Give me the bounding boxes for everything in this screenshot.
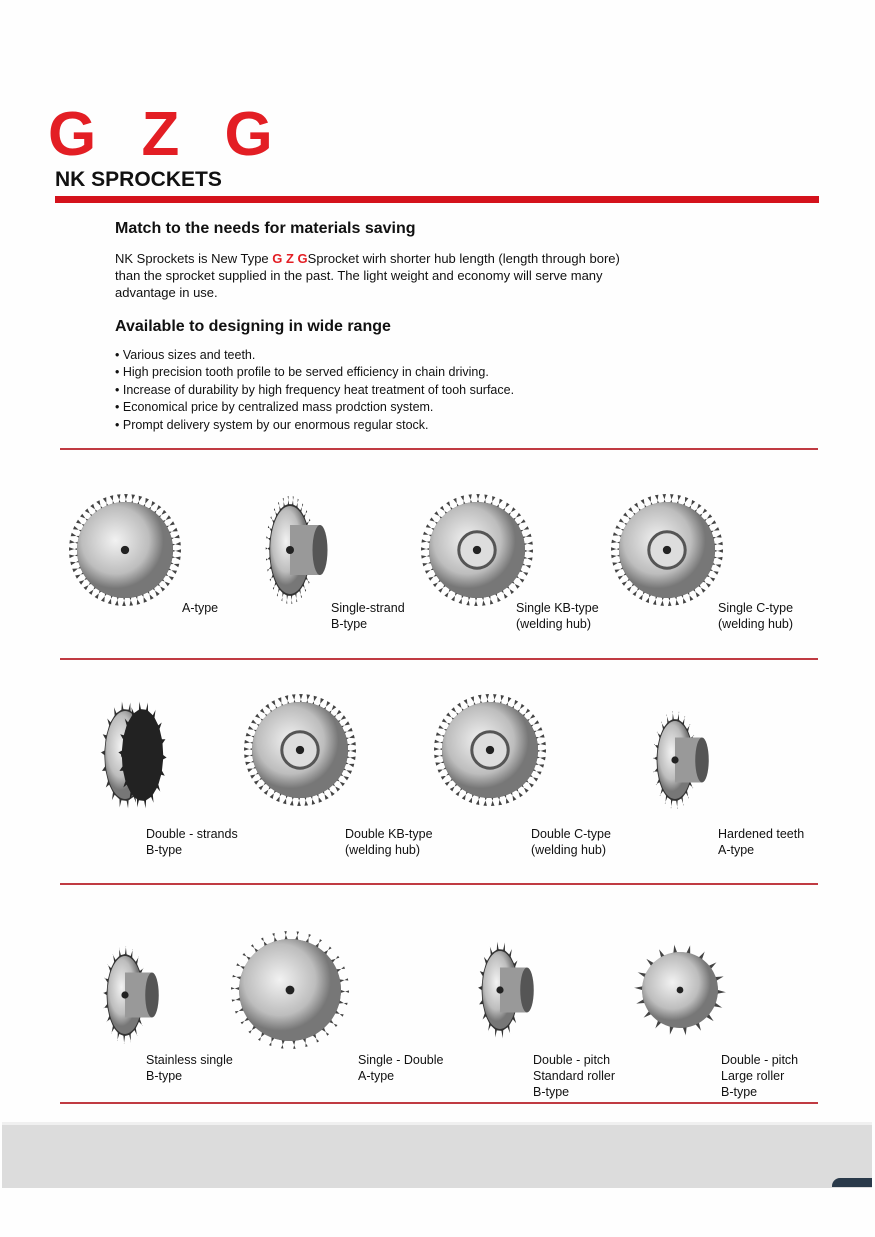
product-label-line: A-type [182, 601, 219, 615]
product-label [531, 826, 611, 858]
product-label [331, 600, 405, 632]
intro-paragraph [115, 250, 635, 301]
feature-item: • Various sizes and teeth. [115, 347, 514, 364]
product-label [718, 600, 793, 632]
product-label-line: Large roller [721, 1069, 785, 1083]
brand-name: G Z G [272, 251, 308, 266]
product-label-line: A-type [358, 1069, 395, 1083]
product-label [721, 1052, 798, 1100]
sprocket-image [622, 707, 728, 813]
sprocket-image [67, 697, 183, 813]
product-label [358, 1052, 443, 1084]
product-label-line: (welding hub) [516, 617, 592, 631]
gzg-logo: G Z G [48, 100, 287, 169]
product-label-line: Single - Double [358, 1053, 444, 1067]
product-label [345, 826, 433, 858]
product-label-line: B-type [721, 1085, 758, 1099]
product-label-line: Double C-type [531, 827, 611, 841]
sprocket-image [417, 490, 537, 610]
product-label [516, 600, 599, 632]
product-label-line: Double - strands [146, 827, 238, 841]
footer-band [2, 1122, 872, 1188]
product-label [182, 600, 218, 616]
product-label-line: B-type [331, 617, 368, 631]
product-label-line: (welding hub) [345, 843, 421, 857]
sprocket-image [72, 942, 178, 1048]
product-label [533, 1052, 615, 1100]
sprocket-image [607, 490, 727, 610]
sprocket-image [630, 940, 730, 1040]
product-label [718, 826, 804, 858]
sprocket-image [430, 690, 550, 810]
sprocket-image [227, 927, 353, 1053]
page-subtitle: NK SPROCKETS [55, 168, 222, 191]
feature-item: • Economical price by centralized mass prodction system. [115, 399, 514, 416]
row-divider [60, 448, 818, 450]
product-label-line: Double - pitch [721, 1053, 799, 1067]
section-heading-materials: Match to the needs for materials saving [115, 220, 416, 237]
product-label-line: Hardened teeth [718, 827, 805, 841]
product-label-line: Single C-type [718, 601, 794, 615]
sprocket-image [240, 690, 360, 810]
product-label [146, 826, 238, 858]
product-label-line: Standard roller [533, 1069, 615, 1083]
sprocket-image [232, 492, 348, 608]
feature-item: • Increase of durability by high frequency heat treatment of tooh surface. [115, 382, 514, 399]
product-label-line: A-type [718, 843, 755, 857]
product-label-line: (welding hub) [531, 843, 607, 857]
product-label-line: B-type [146, 843, 183, 857]
feature-item: • Prompt delivery system by our enormous regular stock. [115, 417, 514, 434]
row-divider [60, 883, 818, 885]
product-label-line: Single KB-type [516, 601, 599, 615]
feature-list [115, 347, 514, 434]
product-label-line: B-type [533, 1085, 570, 1099]
feature-item: • High precision tooth profile to be served efficiency in chain driving. [115, 364, 514, 381]
sprocket-image [65, 490, 185, 610]
intro-text-cont: Sprocket wirh shorter hub length (length through bore) than the sprocket supplied in the past. The light weight and economy will serve many advantage in use. [115, 251, 620, 300]
product-label-line: (welding hub) [718, 617, 794, 631]
row-divider [60, 658, 818, 660]
corner-badge [832, 1178, 872, 1187]
sprocket-image [447, 937, 553, 1043]
product-label [146, 1052, 233, 1084]
product-label-line: B-type [146, 1069, 183, 1083]
intro-text: NK Sprockets is New Type [115, 251, 273, 266]
header-rule [55, 196, 819, 203]
product-label-line: Single-strand [331, 601, 405, 615]
product-label-line: Double KB-type [345, 827, 433, 841]
section-heading-range: Available to designing in wide range [115, 318, 391, 335]
product-label-line: Double - pitch [533, 1053, 611, 1067]
product-label-line: Stainless single [146, 1053, 233, 1067]
row-divider [60, 1102, 818, 1104]
